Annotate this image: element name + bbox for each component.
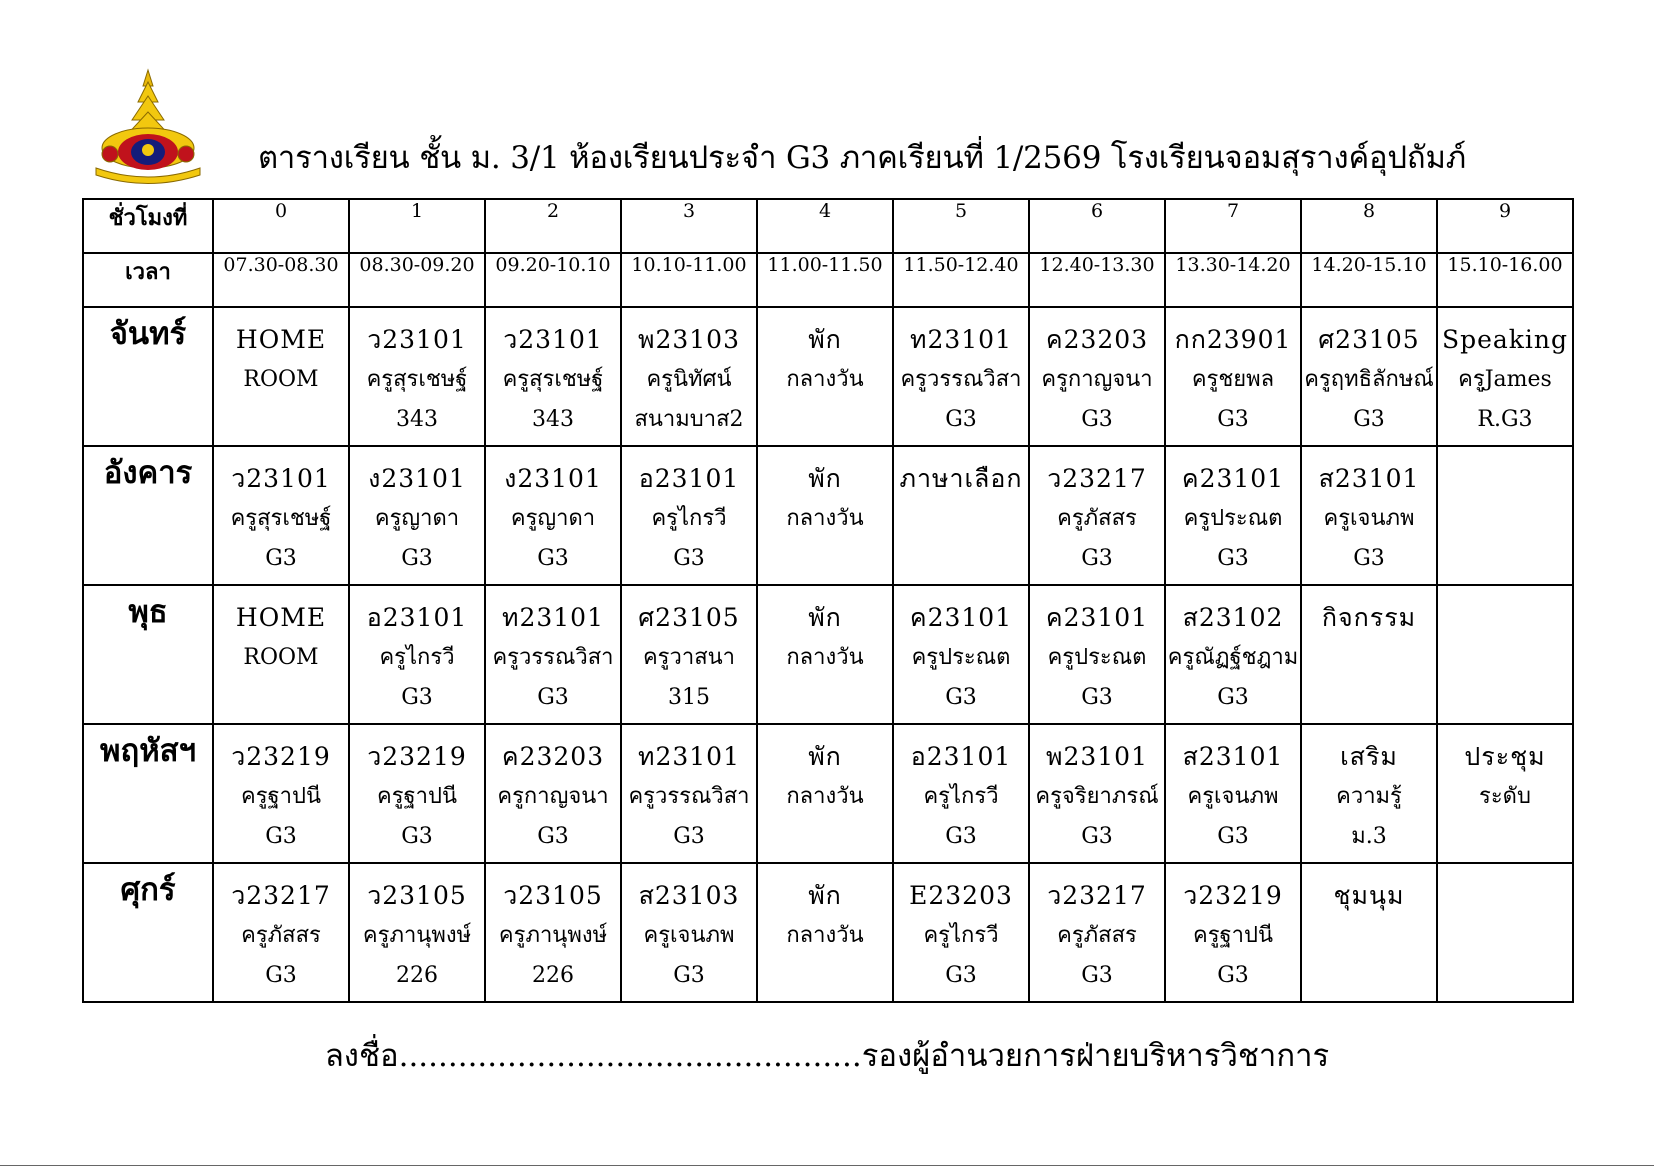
teacher-name <box>1438 638 1572 678</box>
day-name: พฤหัสฯ <box>83 724 213 863</box>
teacher-name: ครูชยพล <box>1191 367 1275 392</box>
subject-code: ชุมนุม <box>1333 881 1405 910</box>
teacher-name: ROOM <box>243 367 319 392</box>
table-row <box>83 585 1573 724</box>
class-cell <box>893 307 1029 446</box>
class-cell <box>893 585 1029 724</box>
class-cell <box>1301 446 1437 585</box>
class-cell <box>1165 307 1301 446</box>
teacher-name: ความรู้ <box>1336 784 1402 809</box>
room: G3 <box>945 963 977 988</box>
subject-code: กก23901 <box>1174 325 1292 354</box>
room: G3 <box>1081 824 1113 849</box>
class-cell <box>1029 863 1165 1002</box>
class-cell <box>1029 724 1165 863</box>
room: G3 <box>537 546 569 571</box>
teacher-name: ครูวรรณวิสา <box>628 784 750 809</box>
class-cell <box>485 724 621 863</box>
subject-code: ค23203 <box>1045 325 1149 354</box>
class-cell <box>757 724 893 863</box>
class-cell <box>757 863 893 1002</box>
class-cell <box>621 307 757 446</box>
teacher-name: ครูกาญจนา <box>1041 367 1153 392</box>
class-cell <box>213 863 349 1002</box>
teacher-name: กลางวัน <box>786 645 864 670</box>
subject-code: ส23102 <box>1182 603 1284 632</box>
subject-code: อ23101 <box>910 742 1012 771</box>
table-row <box>83 446 1573 585</box>
time-row <box>83 253 1573 307</box>
teacher-name <box>1302 638 1436 678</box>
subject-code: ว23101 <box>231 464 331 493</box>
timetable <box>82 198 1574 1003</box>
subject-code: ง23101 <box>368 464 466 493</box>
teacher-name: ROOM <box>243 645 319 670</box>
room <box>214 678 348 718</box>
teacher-name: ครูประณต <box>911 645 1011 670</box>
room <box>1438 539 1572 579</box>
subject-code: ภาษาเลือก <box>899 464 1023 493</box>
period-number: 2 <box>485 199 621 253</box>
class-cell <box>621 724 757 863</box>
subject-code: กิจกรรม <box>1321 603 1417 632</box>
subject-code: ท23101 <box>909 325 1012 354</box>
subject-code: พัก <box>808 603 842 632</box>
room: G3 <box>401 685 433 710</box>
class-cell <box>1029 307 1165 446</box>
room: 226 <box>532 963 574 988</box>
subject-code: ว23101 <box>367 325 467 354</box>
class-cell <box>485 585 621 724</box>
class-cell <box>1165 863 1301 1002</box>
subject-code: HOME <box>235 325 327 354</box>
teacher-name: กลางวัน <box>786 923 864 948</box>
time-slot: 09.20-10.10 <box>485 253 621 307</box>
subject-code: ส23103 <box>638 881 740 910</box>
day-name: จันทร์ <box>83 307 213 446</box>
teacher-name: ครูฤทธิลักษณ์ <box>1304 367 1434 392</box>
room: 315 <box>668 685 710 710</box>
room <box>758 817 892 857</box>
room: G3 <box>673 546 705 571</box>
table-row <box>83 724 1573 863</box>
period-number: 1 <box>349 199 485 253</box>
subject-code: พัก <box>808 742 842 771</box>
room: ม.3 <box>1351 824 1387 849</box>
teacher-name: ครูกาญจนา <box>497 784 609 809</box>
time-slot: 08.30-09.20 <box>349 253 485 307</box>
subject-code: ศ23105 <box>1318 325 1420 354</box>
table-row <box>83 863 1573 1002</box>
teacher-name: ครูไกรวี <box>923 784 999 809</box>
subject-code: ส23101 <box>1318 464 1420 493</box>
room <box>1438 817 1572 857</box>
teacher-name: ครูวรรณวิสา <box>900 367 1022 392</box>
room: G3 <box>401 824 433 849</box>
room <box>1438 678 1572 718</box>
subject-code: ว23217 <box>1047 881 1147 910</box>
period-number: 5 <box>893 199 1029 253</box>
teacher-name <box>1438 916 1572 956</box>
teacher-name: ครูสุรเชษฐ์ <box>230 506 332 531</box>
class-cell <box>485 446 621 585</box>
room <box>758 400 892 440</box>
class-cell <box>1301 863 1437 1002</box>
class-cell <box>893 724 1029 863</box>
teacher-name: ครูวาสนา <box>642 645 736 670</box>
subject-code: พ23101 <box>1045 742 1148 771</box>
room: G3 <box>1081 963 1113 988</box>
subject-code <box>1438 459 1572 499</box>
period-row <box>83 199 1573 253</box>
subject-code: ค23101 <box>909 603 1013 632</box>
room: G3 <box>265 824 297 849</box>
room: G3 <box>1353 407 1385 432</box>
class-cell <box>893 863 1029 1002</box>
teacher-name: ครูภัสสร <box>241 923 321 948</box>
subject-code: ท23101 <box>637 742 740 771</box>
class-cell <box>1029 585 1165 724</box>
teacher-name: ครูสุรเชษฐ์ <box>502 367 604 392</box>
page-title: ตารางเรียน ชั้น ม. 3/1 ห้องเรียนประจำ G3 ภาคเรียนที่ 1/2569 โรงเรียนจอมสุรางค์อุปถัมภ์ <box>258 140 1466 176</box>
subject-code: ว23219 <box>231 742 331 771</box>
bottom-rule <box>0 1165 1654 1166</box>
class-cell <box>757 307 893 446</box>
time-slot: 14.20-15.10 <box>1301 253 1437 307</box>
room: 343 <box>396 407 438 432</box>
room: 226 <box>396 963 438 988</box>
teacher-name: ครูฐาปนี <box>1192 923 1274 948</box>
subject-code: อ23101 <box>366 603 468 632</box>
teacher-name <box>1438 499 1572 539</box>
room: G3 <box>673 963 705 988</box>
time-slot: 07.30-08.30 <box>213 253 349 307</box>
room: G3 <box>1353 546 1385 571</box>
class-cell <box>485 307 621 446</box>
time-slot: 12.40-13.30 <box>1029 253 1165 307</box>
class-cell <box>1437 307 1573 446</box>
subject-code: เสริม <box>1340 742 1398 771</box>
class-cell <box>621 446 757 585</box>
room <box>894 539 1028 579</box>
period-number: 3 <box>621 199 757 253</box>
room: G3 <box>401 546 433 571</box>
room: G3 <box>945 824 977 849</box>
teacher-name <box>894 499 1028 539</box>
teacher-name: กลางวัน <box>786 784 864 809</box>
subject-code: ส23101 <box>1182 742 1284 771</box>
time-label: เวลา <box>83 253 213 307</box>
class-cell <box>1165 724 1301 863</box>
teacher-name: กลางวัน <box>786 506 864 531</box>
teacher-name: ครูเจนภพ <box>1187 784 1279 809</box>
day-name: พุธ <box>83 585 213 724</box>
room: G3 <box>1217 963 1249 988</box>
period-number: 0 <box>213 199 349 253</box>
room: R.G3 <box>1477 407 1533 432</box>
class-cell <box>757 446 893 585</box>
room: G3 <box>945 685 977 710</box>
period-label: ชั่วโมงที่ <box>83 199 213 253</box>
class-cell <box>1301 585 1437 724</box>
subject-code: ท23101 <box>501 603 604 632</box>
class-cell <box>1029 446 1165 585</box>
teacher-name: ครูภัสสร <box>1057 923 1137 948</box>
subject-code: พ23103 <box>637 325 740 354</box>
subject-code: ค23101 <box>1045 603 1149 632</box>
class-cell <box>1165 446 1301 585</box>
teacher-name: ครูประณต <box>1047 645 1147 670</box>
subject-code: ว23219 <box>1183 881 1283 910</box>
class-cell <box>213 307 349 446</box>
teacher-name: ครูวรรณวิสา <box>492 645 614 670</box>
subject-code: Speaking <box>1441 325 1569 354</box>
day-name: ศุกร์ <box>83 863 213 1002</box>
class-cell <box>1437 863 1573 1002</box>
period-number: 4 <box>757 199 893 253</box>
signature-line: ลงชื่อ...............................................รองผู้อำนวยการฝ่ายบริหารวิชาการ <box>324 1038 1330 1074</box>
teacher-name: ครูญาดา <box>374 506 460 531</box>
room: G3 <box>1217 546 1249 571</box>
subject-code: ค23203 <box>501 742 605 771</box>
school-emblem-icon <box>86 68 210 192</box>
subject-code: E23203 <box>909 881 1013 910</box>
class-cell <box>213 585 349 724</box>
room <box>758 956 892 996</box>
room: G3 <box>1081 407 1113 432</box>
room <box>1438 956 1572 996</box>
teacher-name: ครูไกรวี <box>651 506 727 531</box>
subject-code: ประชุม <box>1464 742 1546 771</box>
subject-code: อ23101 <box>638 464 740 493</box>
class-cell <box>213 446 349 585</box>
period-number: 8 <box>1301 199 1437 253</box>
subject-code: ว23217 <box>1047 464 1147 493</box>
room: G3 <box>1081 685 1113 710</box>
room: G3 <box>265 963 297 988</box>
class-cell <box>1301 724 1437 863</box>
room <box>758 678 892 718</box>
room <box>1302 678 1436 718</box>
class-cell <box>485 863 621 1002</box>
time-slot: 13.30-14.20 <box>1165 253 1301 307</box>
room: G3 <box>1217 407 1249 432</box>
time-slot: 15.10-16.00 <box>1437 253 1573 307</box>
class-cell <box>1165 585 1301 724</box>
time-slot: 11.00-11.50 <box>757 253 893 307</box>
teacher-name: ครูจริยาภรณ์ <box>1035 784 1159 809</box>
period-number: 7 <box>1165 199 1301 253</box>
class-cell <box>349 585 485 724</box>
class-cell <box>621 585 757 724</box>
subject-code: ว23105 <box>367 881 467 910</box>
teacher-name: ครูฐาปนี <box>240 784 322 809</box>
room: G3 <box>945 407 977 432</box>
teacher-name: ครูภานุพงษ์ <box>498 923 608 948</box>
period-number: 6 <box>1029 199 1165 253</box>
class-cell <box>1437 724 1573 863</box>
teacher-name <box>1302 916 1436 956</box>
class-cell <box>757 585 893 724</box>
room <box>1302 956 1436 996</box>
subject-code: ศ23105 <box>638 603 740 632</box>
subject-code: ว23101 <box>503 325 603 354</box>
class-cell <box>349 446 485 585</box>
teacher-name: กลางวัน <box>786 367 864 392</box>
subject-code: ค23101 <box>1181 464 1285 493</box>
teacher-name: ครูฐาปนี <box>376 784 458 809</box>
teacher-name: ครูเจนภพ <box>643 923 735 948</box>
class-cell <box>621 863 757 1002</box>
room: G3 <box>673 824 705 849</box>
teacher-name: ครูภัสสร <box>1057 506 1137 531</box>
teacher-name: ครูไกรวี <box>923 923 999 948</box>
room: G3 <box>265 546 297 571</box>
room: 343 <box>532 407 574 432</box>
subject-code: ว23219 <box>367 742 467 771</box>
room: G3 <box>1217 685 1249 710</box>
teacher-name: ครูไกรวี <box>379 645 455 670</box>
class-cell <box>349 724 485 863</box>
teacher-name: ครูสุรเชษฐ์ <box>366 367 468 392</box>
subject-code: HOME <box>235 603 327 632</box>
subject-code: ง23101 <box>504 464 602 493</box>
subject-code: พัก <box>808 881 842 910</box>
class-cell <box>349 307 485 446</box>
teacher-name: ครูJames <box>1458 367 1552 392</box>
teacher-name: ครูเจนภพ <box>1323 506 1415 531</box>
class-cell <box>1437 446 1573 585</box>
teacher-name: ครูนิทัศน์ <box>646 367 732 392</box>
subject-code <box>1438 876 1572 916</box>
room: G3 <box>1081 546 1113 571</box>
room <box>758 539 892 579</box>
teacher-name: ครูประณต <box>1183 506 1283 531</box>
subject-code: ว23105 <box>503 881 603 910</box>
class-cell <box>349 863 485 1002</box>
subject-code: พัก <box>808 325 842 354</box>
room: สนามบาส2 <box>634 407 744 432</box>
table-row <box>83 307 1573 446</box>
class-cell <box>213 724 349 863</box>
class-cell <box>1437 585 1573 724</box>
room: G3 <box>537 685 569 710</box>
time-slot: 10.10-11.00 <box>621 253 757 307</box>
subject-code: ว23217 <box>231 881 331 910</box>
room: G3 <box>1217 824 1249 849</box>
teacher-name: ครูณัฏฐ์ชฎาม <box>1167 645 1299 670</box>
period-number: 9 <box>1437 199 1573 253</box>
subject-code <box>1438 598 1572 638</box>
teacher-name: ครูภานุพงษ์ <box>362 923 472 948</box>
teacher-name: ระดับ <box>1479 784 1531 809</box>
day-name: อังคาร <box>83 446 213 585</box>
room <box>214 400 348 440</box>
subject-code: พัก <box>808 464 842 493</box>
teacher-name: ครูญาดา <box>510 506 596 531</box>
time-slot: 11.50-12.40 <box>893 253 1029 307</box>
room: G3 <box>537 824 569 849</box>
class-cell <box>893 446 1029 585</box>
class-cell <box>1301 307 1437 446</box>
